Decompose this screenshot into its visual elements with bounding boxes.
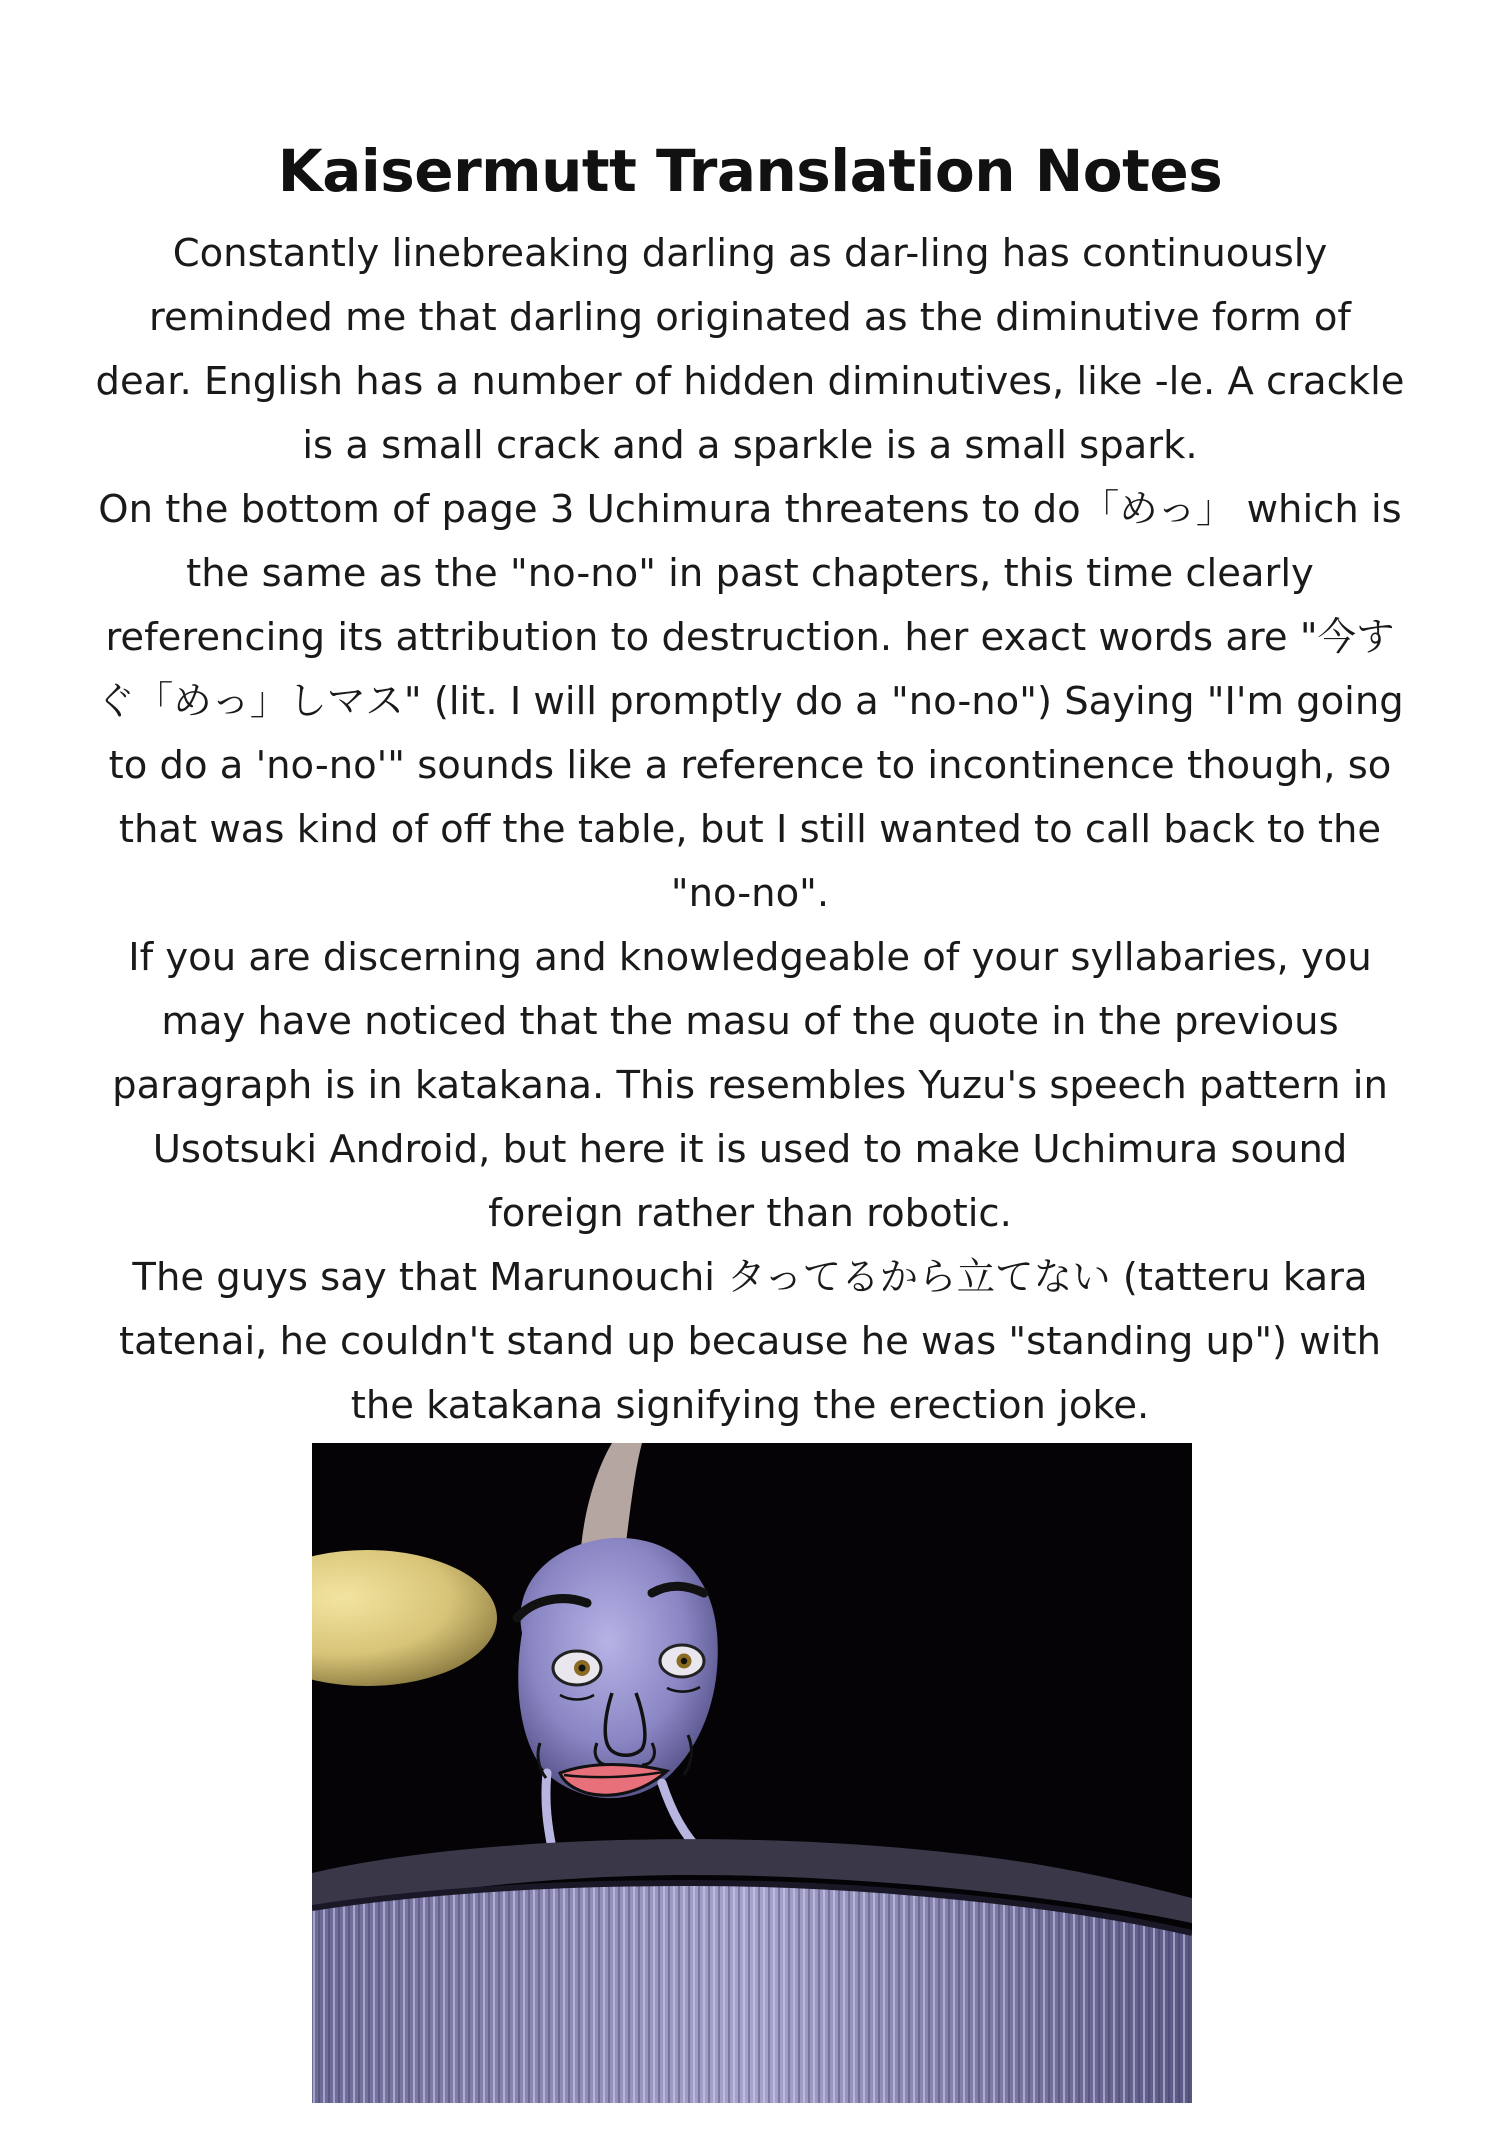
- note-paragraph-no-no: On the bottom of page 3 Uchimura threatens to do「めっ」 which is the same as the "no-no" in past chapters, this time clearly referencing its attribution to destruction. her exact words are "今すぐ「めっ」しマス" (lit. I will promptly do a "no-no") Saying "I'm going to do a 'no-no'" sounds like a reference to incontinence though, so that was kind of off the table, but I still wanted to call back to the "no-no".: [96, 487, 1404, 916]
- meme-photo: [312, 1443, 1192, 2103]
- basket-ribs-shape: [312, 1883, 1192, 2103]
- creature-illustration: [312, 1443, 1192, 2103]
- note-paragraph-diminutives: Constantly linebreaking darling as dar-ling has continuously reminded me that darling originated as the diminutive form of dear. English has a number of hidden diminutives, like -le. A crackle is a small crack and a sparkle is a small spark.: [95, 231, 1405, 468]
- notes-body: [95, 222, 1405, 1438]
- right-pupil-shape: [681, 1658, 687, 1664]
- note-paragraph-katakana-masu: If you are discerning and knowledgeable of your syllabaries, you may have noticed that the masu of the quote in the previous paragraph is in katakana. This resembles Yuzu's speech pattern in Usotsuki Android, but here it is used to make Uchimura sound foreign rather than robotic.: [112, 935, 1388, 1236]
- note-paragraph-erection-joke: The guys say that Marunouchi タってるから立てない (tatteru kara tatenai, he couldn't stand up because he was "standing up") with the katakana signifying the erection joke.: [119, 1255, 1381, 1428]
- left-pupil-shape: [579, 1665, 586, 1672]
- page-title: Kaisermutt Translation Notes: [277, 137, 1223, 205]
